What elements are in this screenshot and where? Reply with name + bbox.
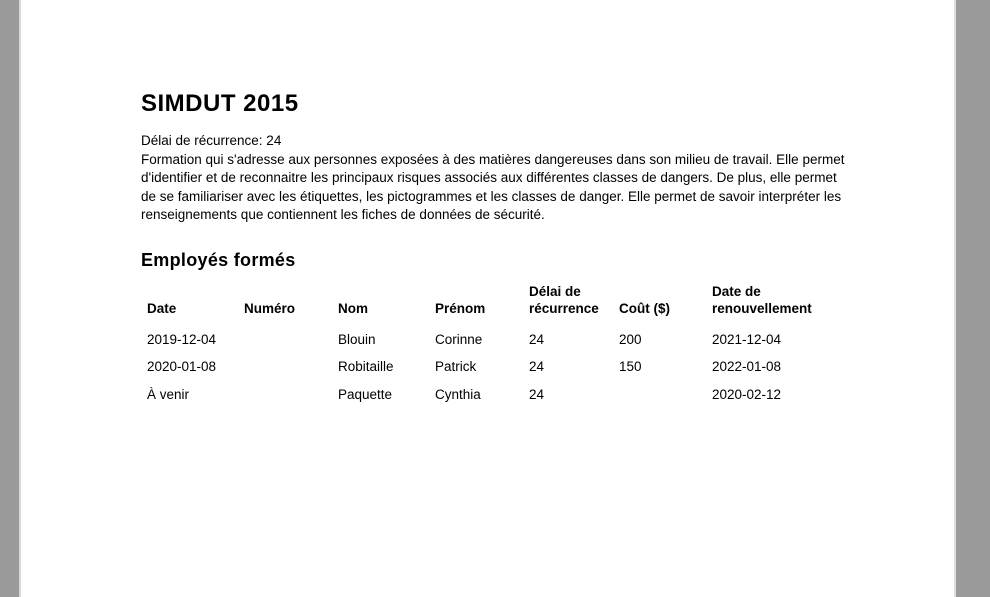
cell-cout: 200 (619, 331, 642, 347)
cell-delai-recurrence: 24 (529, 359, 545, 374)
cell-date: 2020-01-08 (147, 359, 217, 374)
cell-numero (238, 381, 332, 409)
cell-date-renouvellement: 2021-12-04 (712, 331, 782, 347)
cell-prenom: Cynthia (435, 386, 481, 402)
section-heading-trained-employees: Employés formés (141, 249, 296, 270)
column-header-numero: Numéro (244, 301, 296, 316)
cell-numero (238, 353, 332, 381)
column-header-cout: Coût ($) (619, 301, 670, 316)
table-row (141, 326, 851, 354)
cell-prenom: Corinne (435, 331, 483, 347)
cell-nom: Blouin (338, 331, 376, 347)
table-row (141, 381, 851, 409)
right-gutter (956, 0, 990, 597)
column-header-nom: Nom (338, 301, 368, 316)
cell-cout: 150 (619, 359, 642, 374)
cell-date-renouvellement: 2022-01-08 (712, 359, 782, 374)
cell-cout (613, 381, 706, 409)
cell-date: À venir (147, 386, 190, 402)
cell-nom: Paquette (338, 386, 393, 402)
recurrence-line: Délai de récurrence: 24 (141, 133, 282, 148)
cell-numero (238, 326, 332, 354)
column-header-date: Date (147, 301, 177, 316)
page-title: SIMDUT 2015 (141, 90, 299, 117)
table-header-row (141, 281, 851, 326)
cell-delai-recurrence: 24 (529, 386, 545, 402)
cell-delai-recurrence: 24 (529, 331, 545, 347)
column-header-prenom: Prénom (435, 301, 486, 316)
description-paragraph: Formation qui s'adresse aux personnes exposées à des matières dangereuses dans son milieu de travail. Elle permet d'identifier et de reconnaitre les principaux risques associés aux différentes classes de dangers. De plus, elle permet de se familiariser avec les étiquettes, les pictogrammes et les classes de danger. Elle permet de savoir interpréter les renseignements que contiennent les fiches de données de sécurité. (141, 151, 845, 222)
left-gutter (0, 0, 19, 597)
cell-nom: Robitaille (338, 359, 394, 374)
cell-prenom: Patrick (435, 359, 477, 374)
table-row (141, 353, 851, 381)
cell-date: 2019-12-04 (147, 331, 217, 347)
column-header-date-renouvellement: Date de renouvellement (712, 283, 812, 316)
trained-employees-table (141, 281, 851, 409)
document-content (21, 0, 853, 408)
cell-date-renouvellement: 2020-02-12 (712, 386, 782, 402)
column-header-delai-recurrence: Délai de récurrence (529, 283, 599, 316)
document-page (19, 0, 956, 597)
